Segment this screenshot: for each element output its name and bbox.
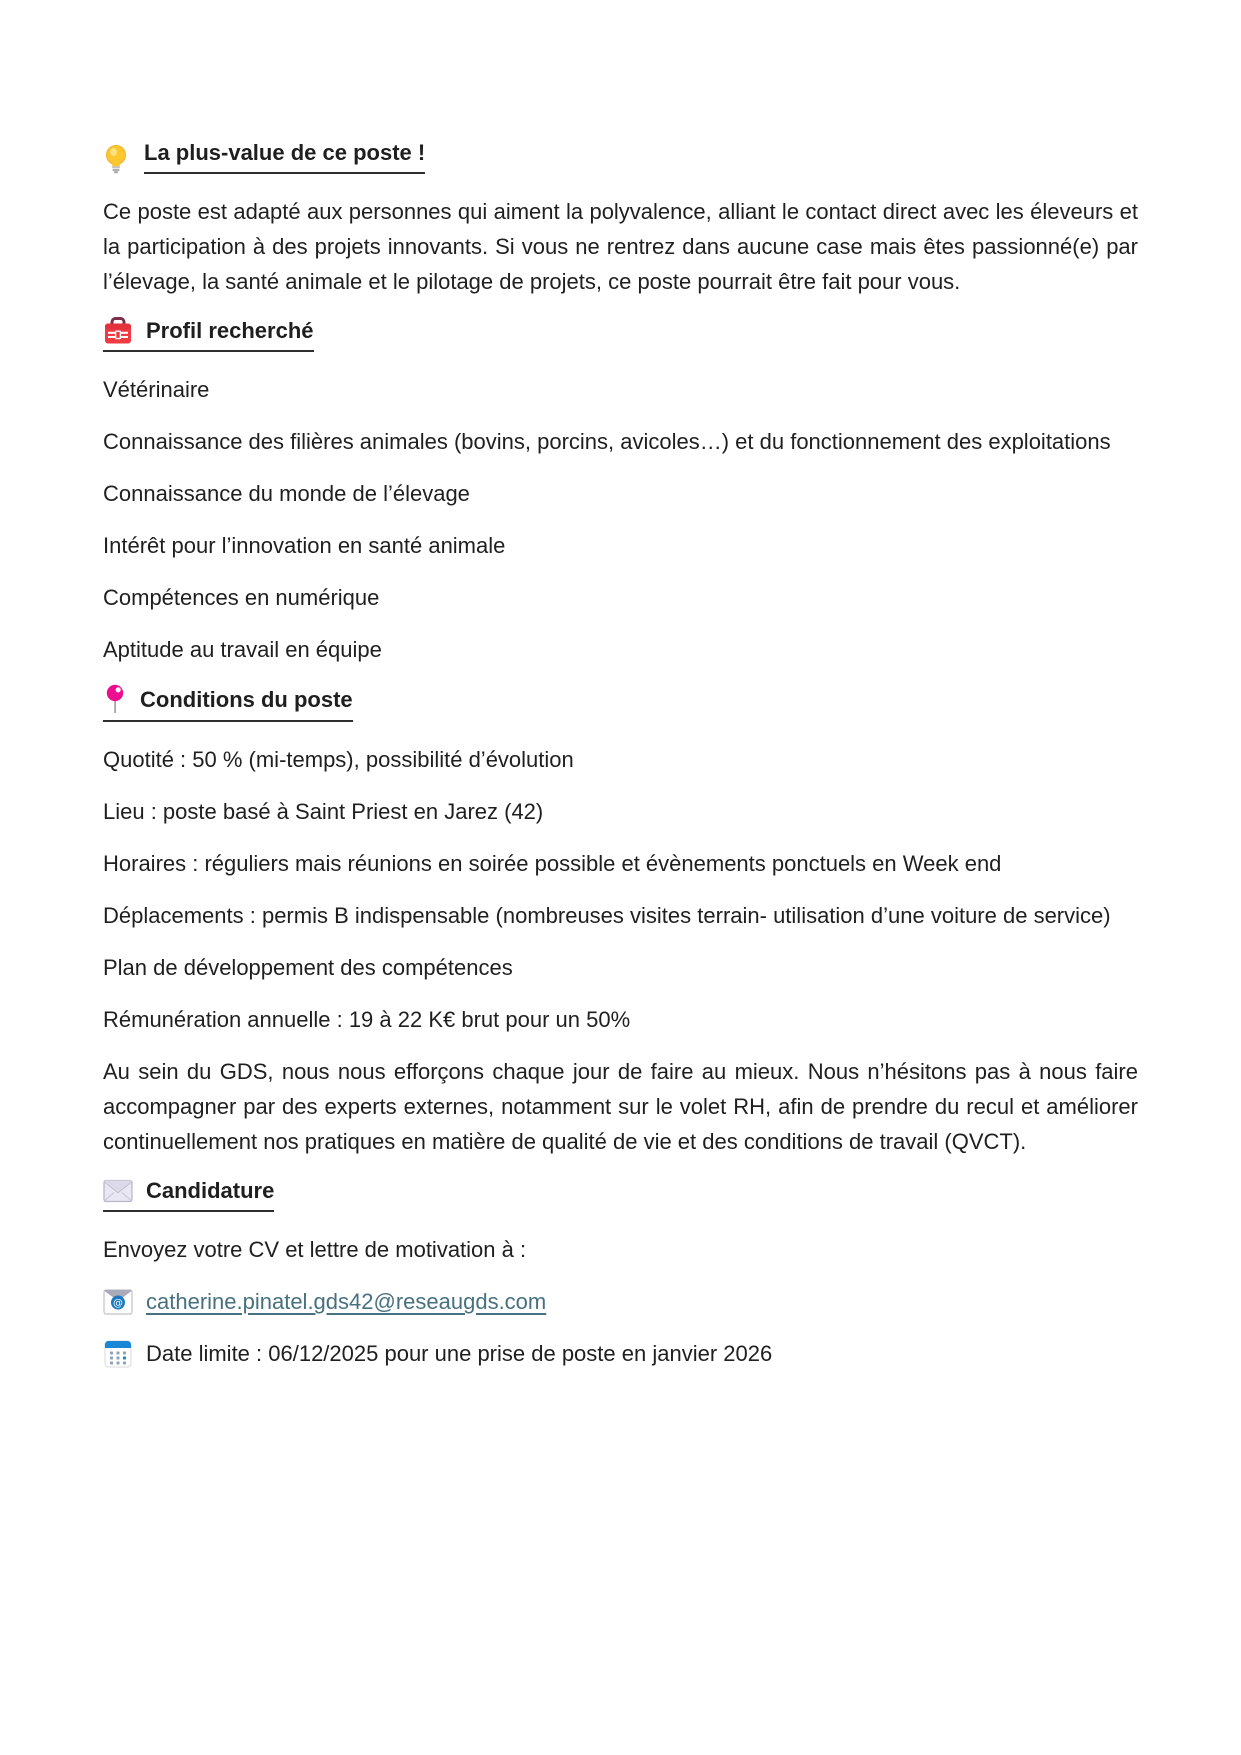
profil-item: Compétences en numérique [103,585,380,610]
heading-label-candidature: Candidature [146,1178,275,1203]
calendar-icon [103,1339,133,1369]
heading-label-plus-value: La plus-value de ce poste ! [144,140,426,165]
condition-item: Rémunération annuelle : 19 à 22 K€ brut pour un 50% [103,1007,631,1032]
svg-text:@: @ [113,1297,123,1309]
candidature-intro: Envoyez votre CV et lettre de motivation à : [103,1237,527,1262]
paragraph-plus-value: Ce poste est adapté aux personnes qui aiment la polyvalence, alliant le contact direct avec les éleveurs et la participation à des projets innovants. Si vous ne rentrez dans aucune case mais êtes passionné(e) par l’élevage, la santé animale et le pilotage de projets, ce poste pourrait être fait pour vous. [103,199,1138,294]
email-link[interactable]: catherine.pinatel.gds42@reseaugds.com [146,1289,547,1314]
round-pushpin-icon [103,684,127,716]
toolbox-icon [103,317,133,346]
email-row [103,1284,1138,1319]
profil-item: Aptitude au travail en équipe [103,637,382,662]
lightbulb-icon [103,144,129,174]
deadline-row [103,1336,1138,1371]
section-heading-candidature [103,1176,1138,1212]
condition-item: Plan de développement des compétences [103,955,513,980]
deadline-text: Date limite : 06/12/2025 pour une prise de poste en janvier 2026 [146,1341,773,1366]
heading-label-profil: Profil recherché [146,318,314,343]
heading-label-conditions: Conditions du poste [140,687,353,712]
condition-item: Quotité : 50 % (mi-temps), possibilité d’évolution [103,747,574,772]
section-heading-plus-value [103,138,1138,174]
condition-item: Lieu : poste basé à Saint Priest en Jarez (42) [103,799,544,824]
email-icon [103,1289,133,1315]
section-heading-profil [103,316,1138,352]
profil-item: Connaissance des filières animales (bovins, porcins, avicoles…) et du fonctionnement des exploitations [103,429,1111,454]
profil-item: Connaissance du monde de l’élevage [103,481,470,506]
condition-item: Horaires : réguliers mais réunions en soirée possible et évènements ponctuels en Week end [103,851,1002,876]
profil-item: Vétérinaire [103,377,210,402]
envelope-icon [103,1179,133,1203]
profil-item: Intérêt pour l’innovation en santé animale [103,533,506,558]
condition-item: Au sein du GDS, nous nous efforçons chaque jour de faire au mieux. Nous n’hésitons pas à nous faire accompagner par des experts externes, notamment sur le volet RH, afin de prendre du recul et améliorer continuellement nos pratiques en matière de qualité de vie et des conditions de travail (QVCT). [103,1059,1138,1154]
condition-item: Déplacements : permis B indispensable (nombreuses visites terrain- utilisation d’une voiture de service) [103,903,1111,928]
section-heading-conditions [103,684,1138,722]
